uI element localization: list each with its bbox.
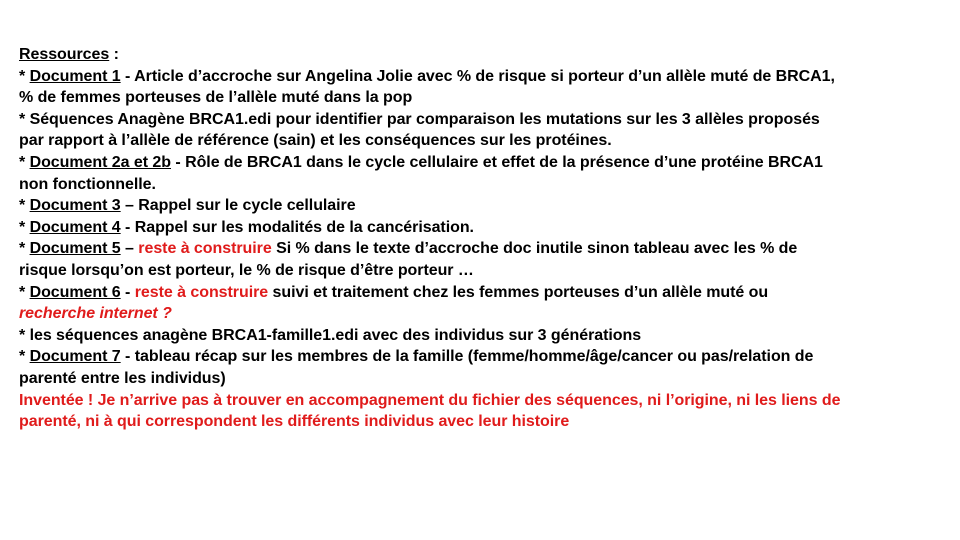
doc1-line-1 [19, 66, 954, 88]
doc1-title: Document 1 [29, 67, 121, 85]
doc6-todo-note: reste à construire [134, 283, 269, 301]
doc6-line-2: recherche internet ? [19, 305, 172, 323]
doc4-bullet: * [19, 218, 30, 236]
doc5-todo-note: reste à construire [138, 240, 272, 258]
doc3-line [19, 195, 954, 217]
doc2-title: Document 2a et 2b [29, 153, 171, 171]
note-line-2: parenté, ni à qui correspondent les différents individus avec leur histoire [19, 413, 570, 431]
doc5-separator: – [120, 240, 139, 258]
doc2-description: - Rôle de BRCA1 dans le cycle cellulaire et effet de la présence d’une protéine BRCA1 [171, 153, 823, 171]
doc4-title: Document 4 [29, 218, 121, 236]
doc4-description: - Rappel sur les modalités de la cancérisation. [120, 218, 474, 236]
sequences-famille-line: * les séquences anagène BRCA1-famille1.edi avec des individus sur 3 générations [19, 326, 642, 344]
doc4-line [19, 217, 954, 239]
doc1-bullet: * [19, 67, 30, 85]
doc5-line-1 [19, 238, 954, 260]
doc7-description: - tableau récap sur les membres de la famille (femme/homme/âge/cancer ou pas/relation de [120, 348, 814, 366]
doc6-title: Document 6 [29, 283, 121, 301]
doc6-bullet: * [19, 283, 30, 301]
doc5-bullet: * [19, 240, 30, 258]
doc7-bullet: * [19, 348, 30, 366]
resources-heading: Ressources [19, 46, 110, 63]
doc5-description: Si % dans le texte d’accroche doc inutile sinon tableau avec les % de [271, 240, 798, 258]
note-line-1: Inventée ! Je n’arrive pas à trouver en accompagnement du fichier des séquences, ni l’origine, ni les liens de [19, 391, 841, 409]
sequences-line-2: par rapport à l’allèle de référence (sain) et les conséquences sur les protéines. [19, 132, 612, 150]
doc6-description: suivi et traitement chez les femmes porteuses d’un allèle muté ou [268, 283, 769, 301]
doc6-separator: - [120, 283, 135, 301]
doc5-line-2: risque lorsqu’on est porteur, le % de risque d’être porteur … [19, 261, 474, 279]
doc3-title: Document 3 [29, 197, 121, 215]
doc3-description: – Rappel sur le cycle cellulaire [120, 197, 356, 215]
doc6-line-1 [19, 282, 954, 304]
doc1-line-2: % de femmes porteuses de l’allèle muté dans la pop [19, 89, 413, 107]
doc7-line-1 [19, 346, 954, 368]
sequences-line-1: * Séquences Anagène BRCA1.edi pour identifier par comparaison les mutations sur les 3 allèles proposés [19, 110, 820, 128]
doc3-bullet: * [19, 197, 30, 215]
doc1-description: - Article d’accroche sur Angelina Jolie avec % de risque si porteur d’un allèle muté de BRCA1, [120, 67, 835, 85]
doc7-line-2: parenté entre les individus) [19, 369, 226, 387]
resources-text-block [19, 44, 954, 433]
doc2-line-2: non fonctionnelle. [19, 175, 156, 193]
doc7-title: Document 7 [29, 348, 121, 366]
doc2-line-1 [19, 152, 954, 174]
doc2-bullet: * [19, 153, 30, 171]
doc5-title: Document 5 [29, 240, 121, 258]
resources-heading-suffix: : [109, 46, 119, 63]
resources-heading-line [19, 44, 954, 66]
